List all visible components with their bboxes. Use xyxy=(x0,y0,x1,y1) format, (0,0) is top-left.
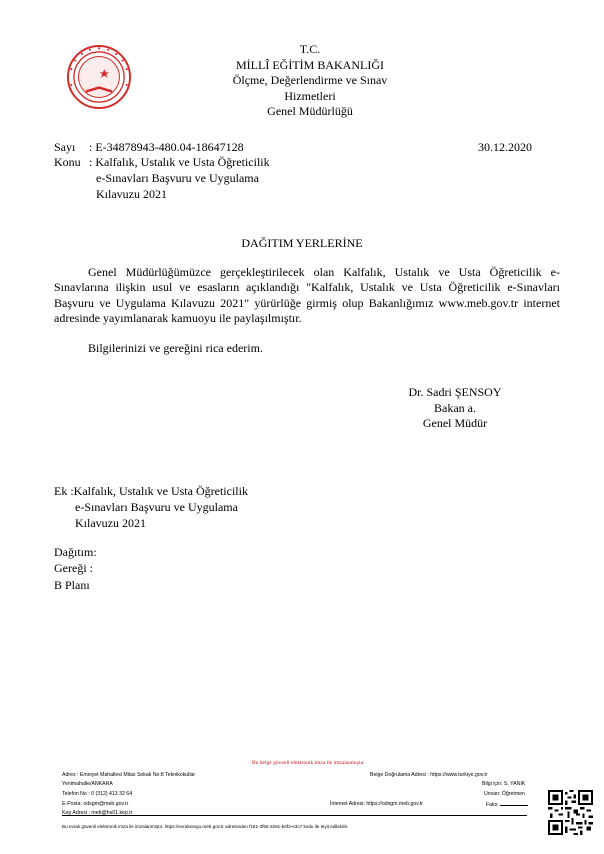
footer-address: Adres : Emniyet Mahallesi Milas Sokak No:8 Teknikokullar xyxy=(62,772,196,778)
closing-sentence: Bilgilerinizi ve gereğini rica ederim. xyxy=(88,341,263,355)
meb-seal-logo xyxy=(66,44,132,110)
konu-line-1: : Kalfalık, Ustalık ve Usta Öğreticilik xyxy=(89,155,270,169)
distribution-line-2: B Planı xyxy=(54,578,90,592)
header-directorate: Genel Müdürlüğü xyxy=(267,104,353,118)
sayi-label: Sayı xyxy=(54,140,76,154)
document-date: 30.12.2020 xyxy=(478,140,532,154)
sayi-value: : E-34878943-480.04-18647128 xyxy=(89,140,244,154)
footer-info: Bilgi için: S. YANIK xyxy=(482,781,526,787)
distribution-line-1: Gereği : xyxy=(54,561,93,575)
body-paragraph: Genel Müdürlüğümüzce gerçekleştirilecek olan Kalfalık, Ustalık ve Usta Öğreticilik e-Sınavlarına ilişkin usul ve esasların açıklandığı "Kalfalık, Ustalık ve Usta Öğreticilik e-Sınavları Başvuru ve Uygulama Kılavuzu 2021" yürürlüğe girmiş olup Bakanlığımız www.meb.gov.tr internet adresinde yayımlanarak kamuoyu ile paylaşılmıştır. xyxy=(54,265,560,325)
letterhead xyxy=(230,42,390,120)
signatory-name: Dr. Sadri ŞENSOY xyxy=(408,385,502,399)
footer-divider xyxy=(62,815,527,816)
footer-phone: Telefon No : 0 (312) 413 32 64 xyxy=(62,791,133,797)
enclosure-line-3: Kılavuzu 2021 xyxy=(75,516,146,530)
distribution-label: Dağıtım: xyxy=(54,545,97,559)
qr-code xyxy=(548,790,593,835)
footer-web: İnternet Adresi: https://odsgm.meb.gov.tr xyxy=(330,801,424,807)
header-tc: T.C. xyxy=(299,42,321,56)
konu-line-2: e-Sınavları Başvuru ve Uygulama xyxy=(96,171,259,185)
footer-role: Unvan: Öğretmen xyxy=(484,791,525,797)
header-ministry: MİLLÎ EĞİTİM BAKANLIĞI xyxy=(236,57,384,72)
signatory-title-1: Bakan a. xyxy=(434,400,476,415)
footer-email: E-Posta: odsgm@meb.gov.tr xyxy=(62,801,129,807)
signature-block xyxy=(400,385,510,432)
konu-line-3: Kılavuzu 2021 xyxy=(96,187,167,201)
enclosure-line-2: e-Sınavları Başvuru ve Uygulama xyxy=(75,500,238,514)
header-department: Ölçme, Değerlendirme ve Sınav Hizmetleri xyxy=(232,73,388,103)
enclosure-line-1: Ek :Kalfalık, Ustalık ve Usta Öğreticilik xyxy=(54,484,248,498)
footer-verify: Belge Doğrulama Adresi : https://www.turkiye.gov.tr xyxy=(370,772,488,778)
footer-trace: Bu evrak güvenli elektronik imza ile imzalanmıştır. https://evraksorgu.meb.gov.tr adresinden f181-3f55-3281-b0f3-e3c7 kodu ile teyit edilebilir. xyxy=(62,824,349,829)
esign-note: Bu belge güvenli elektronik imza ile imzalanmıştır. xyxy=(252,760,365,766)
footer-fax: Faks: xyxy=(486,801,528,808)
distribution-title: DAĞITIM YERLERİNE xyxy=(241,236,363,250)
konu-label: Konu xyxy=(54,155,81,169)
footer-kep: Kep Adresi : meb@hs01.kep.tr xyxy=(62,810,133,816)
signatory-title-2: Genel Müdür xyxy=(422,416,488,430)
footer-city: Yenimahalle/ANKARA xyxy=(62,781,113,787)
